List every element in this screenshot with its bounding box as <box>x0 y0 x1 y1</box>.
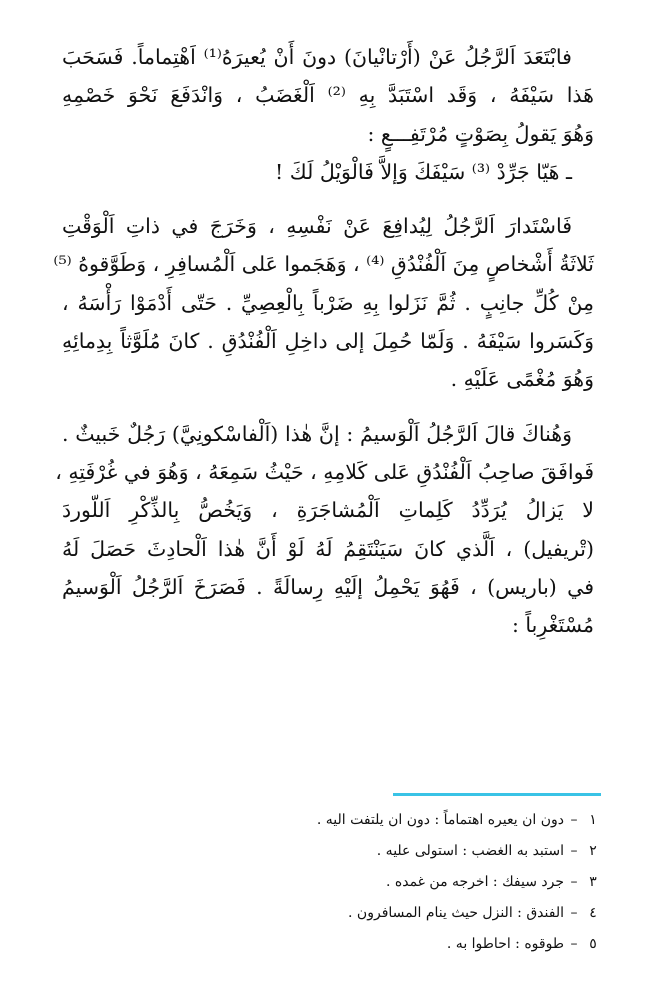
footnote-number: ٤ <box>589 905 597 921</box>
text-line: مِنْ كُلِّ جانِبٍ . ثُمَّ نَزَلوا بِهِ ضَرْباً بِالْعِصِيِّ . حَتّى أَدْمَوْا رَأْسَهُ ، <box>62 290 594 315</box>
footnote-dash: – <box>570 874 578 890</box>
footnote-dash: – <box>570 812 578 828</box>
footnote-text: جرد سيفك : اخرجه من غمده . <box>385 874 564 890</box>
text-line: (تْريفيل) ، اَلَّذي كانَ سَيَنْتَقِمُ لَهُ لَوْ أَنَّ هٰذا اَلْحادِثَ حَصَلَ لَهُ <box>62 536 594 561</box>
footnote-text: استبد به الغضب : استولى عليه . <box>376 843 564 859</box>
footnote-item <box>150 898 602 929</box>
footnote-dash: – <box>570 936 578 952</box>
text-line: وَكَسَروا سَيْفَهُ . وَلَمّا حُمِلَ إلى داخِلِ اَلْفُنْدُقِ . كانَ مُلَوَّثاً بِدِمائِهِ <box>62 329 594 354</box>
footnote-text: الفندق : النزل حيث ينام المسافرون . <box>348 905 564 921</box>
text-line: وَهُوَ مُغْمًى عَلَيْهِ . <box>450 367 594 392</box>
text-line: وَهُناكَ قالَ اَلرَّجُلُ اَلْوَسيمُ : إنَّ هٰذا (اَلْفاسْكونِيَّ) رَجُلٌ خَبيثٌ . <box>62 421 572 446</box>
footnote-text: دون ان يعيره اهتماماً : دون ان يلتفت اليه . <box>316 812 564 828</box>
text-line: لا يَزالُ يُرَدِّدُ كَلِماتِ اَلْمُشاجَرَةِ ، وَيَخُصُّ بِالذِّكْرِ اَللّوردَ <box>62 498 594 523</box>
text-line: ثَلاثَةُ أَشْخاصٍ مِنَ اَلْفُنْدُقِ ⁽⁴⁾ ، وَهَجَموا عَلى اَلْمُسافِرِ ، وَطَوَّقوهُ ⁽⁵⁾ <box>53 252 594 277</box>
footnote-item <box>150 929 602 960</box>
text-line: مُسْتَغْرِباً : <box>511 613 594 638</box>
text-line: فَاسْتَدارَ اَلرَّجُلُ لِيُدافِعَ عَنْ نَفْسِهِ ، وَخَرَجَ في ذاتِ اَلْوَقْتِ <box>62 214 572 239</box>
footnote-item <box>150 836 602 867</box>
footnote-item <box>150 805 602 836</box>
footnote-dash: – <box>570 843 578 859</box>
paragraph-1 <box>62 38 594 191</box>
text-line: فابْتَعَدَ اَلرَّجُلُ عَنْ (أَرْتانْيانَ) دونَ أَنْ يُعيرَهُ⁽¹⁾ اَهْتِماماً. فَسَحَبَ <box>62 45 572 69</box>
text-line: ـ هَيّا جَرِّدْ ⁽³⁾ سَيْفَكَ وَإلاَّ فَالْوَيْلُ لَكَ ! <box>275 159 572 184</box>
footnote-item <box>150 867 602 898</box>
footnote-number: ٣ <box>589 874 597 890</box>
footnote-separator <box>393 793 601 796</box>
footnote-text: طوقوه : احاطوا به . <box>446 936 564 952</box>
footnotes <box>150 805 602 960</box>
text-line: في (باريس) ، فَهُوَ يَحْمِلُ إلَيْهِ رِسالَةً . فَصَرَخَ اَلرَّجُلُ اَلْوَسيمُ <box>62 574 594 599</box>
footnote-number: ٢ <box>589 843 597 859</box>
paragraph-3 <box>55 415 594 645</box>
footnote-dash: – <box>570 905 578 921</box>
text-line: فَوافَقَ صاحِبُ اَلْفُنْدُقِ عَلى كَلامِهِ ، حَيْثُ سَمِعَهُ ، وَهُوَ في غُرْفَتِهِ ، <box>55 459 594 484</box>
text-line: هَذا سَيْفَهُ ، وَقَد اسْتَبَدَّ بِهِ ⁽²⁾ اَلْغَضَبُ ، وَانْدَفَعَ نَحْوَ خَصْمِهِ <box>62 83 594 108</box>
footnote-number: ٥ <box>589 936 597 952</box>
footnote-number: ١ <box>589 812 597 828</box>
main-text <box>53 38 594 644</box>
text-line: وَهُوَ يَقولُ بِصَوْتٍ مُرْتَفِـــعٍ : <box>367 121 594 146</box>
paragraph-2 <box>53 207 594 398</box>
